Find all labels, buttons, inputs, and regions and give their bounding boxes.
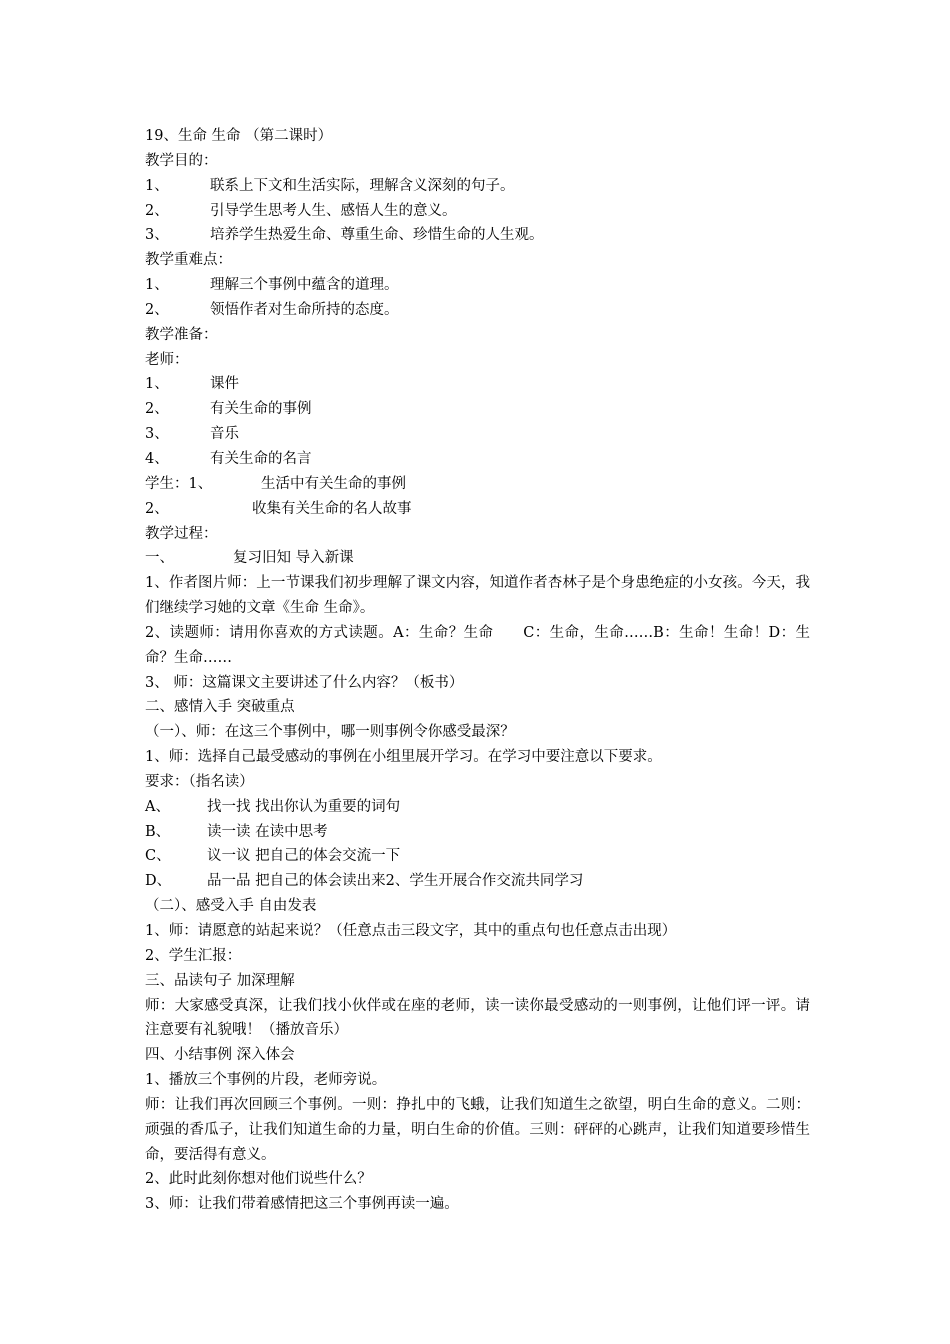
- subsection-heading: （二）、感受入手 自由发表: [145, 898, 317, 915]
- item-text: 课件: [210, 376, 239, 393]
- lesson-title: 19、生命 生命 （第二课时）: [145, 128, 333, 144]
- objective-item: [145, 199, 810, 224]
- paragraph: 2、读题师：请用你喜欢的方式读题。A：生命？生命 C：生命，生命……B：生命！生命！D：生命？生命……: [145, 624, 810, 666]
- item-number: 3、: [145, 227, 169, 244]
- objectives-heading: 教学目的：: [145, 152, 218, 169]
- section-number: 一、: [145, 550, 174, 567]
- paragraph: 2、此时此刻你想对他们说些什么？: [145, 1171, 372, 1188]
- requirement-item: [145, 869, 810, 894]
- item-number: 2、: [145, 500, 169, 517]
- teacher-item: [145, 372, 810, 397]
- subsection-heading: （一）、师：在这三个事例中，哪一则事例令你感受最深？: [145, 724, 515, 741]
- paragraph: 3、师：让我们带着感情把这三个事例再读一遍。: [145, 1196, 459, 1213]
- student-prefix: 学生：1、: [145, 475, 213, 492]
- item-number: D、: [145, 873, 172, 890]
- item-text: 读一读 在读中思考: [207, 823, 328, 840]
- requirements-label: 要求：（指名读）: [145, 773, 254, 790]
- requirement-item: [145, 844, 810, 869]
- paragraph: 3、 师：这篇课文主要讲述了什么内容？（板书）: [145, 674, 464, 691]
- item-number: 1、: [145, 376, 169, 393]
- lesson-plan-body: [145, 124, 810, 1217]
- process-heading: 教学过程：: [145, 525, 218, 542]
- item-text: 议一议 把自己的体会交流一下: [207, 848, 401, 865]
- requirement-item: [145, 820, 810, 845]
- key-points-heading: 教学重难点：: [145, 252, 232, 269]
- teacher-item: [145, 447, 810, 472]
- section-title: 复习旧知 导入新课: [233, 550, 354, 567]
- item-text: 音乐: [210, 426, 239, 443]
- section-heading: 四、小结事例 深入体会: [145, 1047, 295, 1064]
- item-text: 理解三个事例中蕴含的道理。: [210, 277, 399, 294]
- item-number: 2、: [145, 301, 169, 318]
- teacher-item: [145, 397, 810, 422]
- key-point-item: [145, 273, 810, 298]
- teacher-item: [145, 422, 810, 447]
- item-text: 收集有关生命的名人故事: [252, 500, 412, 517]
- key-point-item: [145, 298, 810, 323]
- paragraph: 2、学生汇报：: [145, 947, 242, 964]
- objective-item: [145, 223, 810, 248]
- paragraph: 1、师：请愿意的站起来说？（任意点击三段文字，其中的重点句也任意点击出现）: [145, 923, 677, 939]
- item-number: C、: [145, 848, 171, 865]
- item-number: 1、: [145, 177, 169, 194]
- item-text: 品一品 把自己的体会读出来2、学生开展合作交流共同学习: [207, 873, 584, 890]
- item-text: 联系上下文和生活实际，理解含义深刻的句子。: [210, 177, 515, 194]
- section-heading: 三、品读句子 加深理解: [145, 972, 295, 989]
- item-text: 生活中有关生命的事例: [261, 475, 406, 492]
- item-text: 找一找 找出你认为重要的词句: [207, 798, 401, 815]
- requirement-item: [145, 795, 810, 820]
- item-text: 领悟作者对生命所持的态度。: [210, 301, 399, 318]
- item-number: 2、: [145, 401, 169, 418]
- paragraph: 1、播放三个事例的片段，老师旁说。: [145, 1072, 387, 1089]
- section-heading: 二、感情入手 突破重点: [145, 699, 295, 716]
- objective-item: [145, 174, 810, 199]
- preparation-heading: 教学准备：: [145, 326, 218, 343]
- item-text: 引导学生思考人生、感悟人生的意义。: [210, 202, 457, 219]
- student-item: [145, 472, 810, 497]
- item-number: B、: [145, 823, 171, 840]
- teacher-label: 老师：: [145, 351, 189, 368]
- paragraph: 师：让我们再次回顾三个事例。一则：挣扎中的飞蛾，让我们知道生之欲望，明白生命的意义。二则：顽强的香瓜子，让我们知道生命的力量，明白生命的价值。三则：砰砰的心跳声，让我们知道要珍惜生命，要活得有意义。: [145, 1096, 810, 1163]
- item-text: 培养学生热爱生命、尊重生命、珍惜生命的人生观。: [210, 227, 544, 244]
- student-item: [145, 497, 810, 522]
- item-number: 2、: [145, 202, 169, 219]
- paragraph: 1、作者图片师：上一节课我们初步理解了课文内容，知道作者杏林子是个身患绝症的小女孩。今天，我们继续学习她的文章《生命 生命》。: [145, 575, 810, 617]
- item-text: 有关生命的事例: [210, 401, 312, 418]
- item-number: 4、: [145, 450, 169, 467]
- item-number: 1、: [145, 277, 169, 294]
- item-number: A、: [145, 798, 170, 815]
- item-text: 有关生命的名言: [210, 450, 312, 467]
- paragraph: 1、师：选择自己最受感动的事例在小组里展开学习。在学习中要注意以下要求。: [145, 749, 662, 766]
- item-number: 3、: [145, 426, 169, 443]
- paragraph: 师：大家感受真深，让我们找小伙伴或在座的老师，读一读你最受感动的一则事例，让他们评一评。请注意要有礼貌哦！（播放音乐）: [145, 997, 810, 1039]
- section-heading: [145, 546, 810, 571]
